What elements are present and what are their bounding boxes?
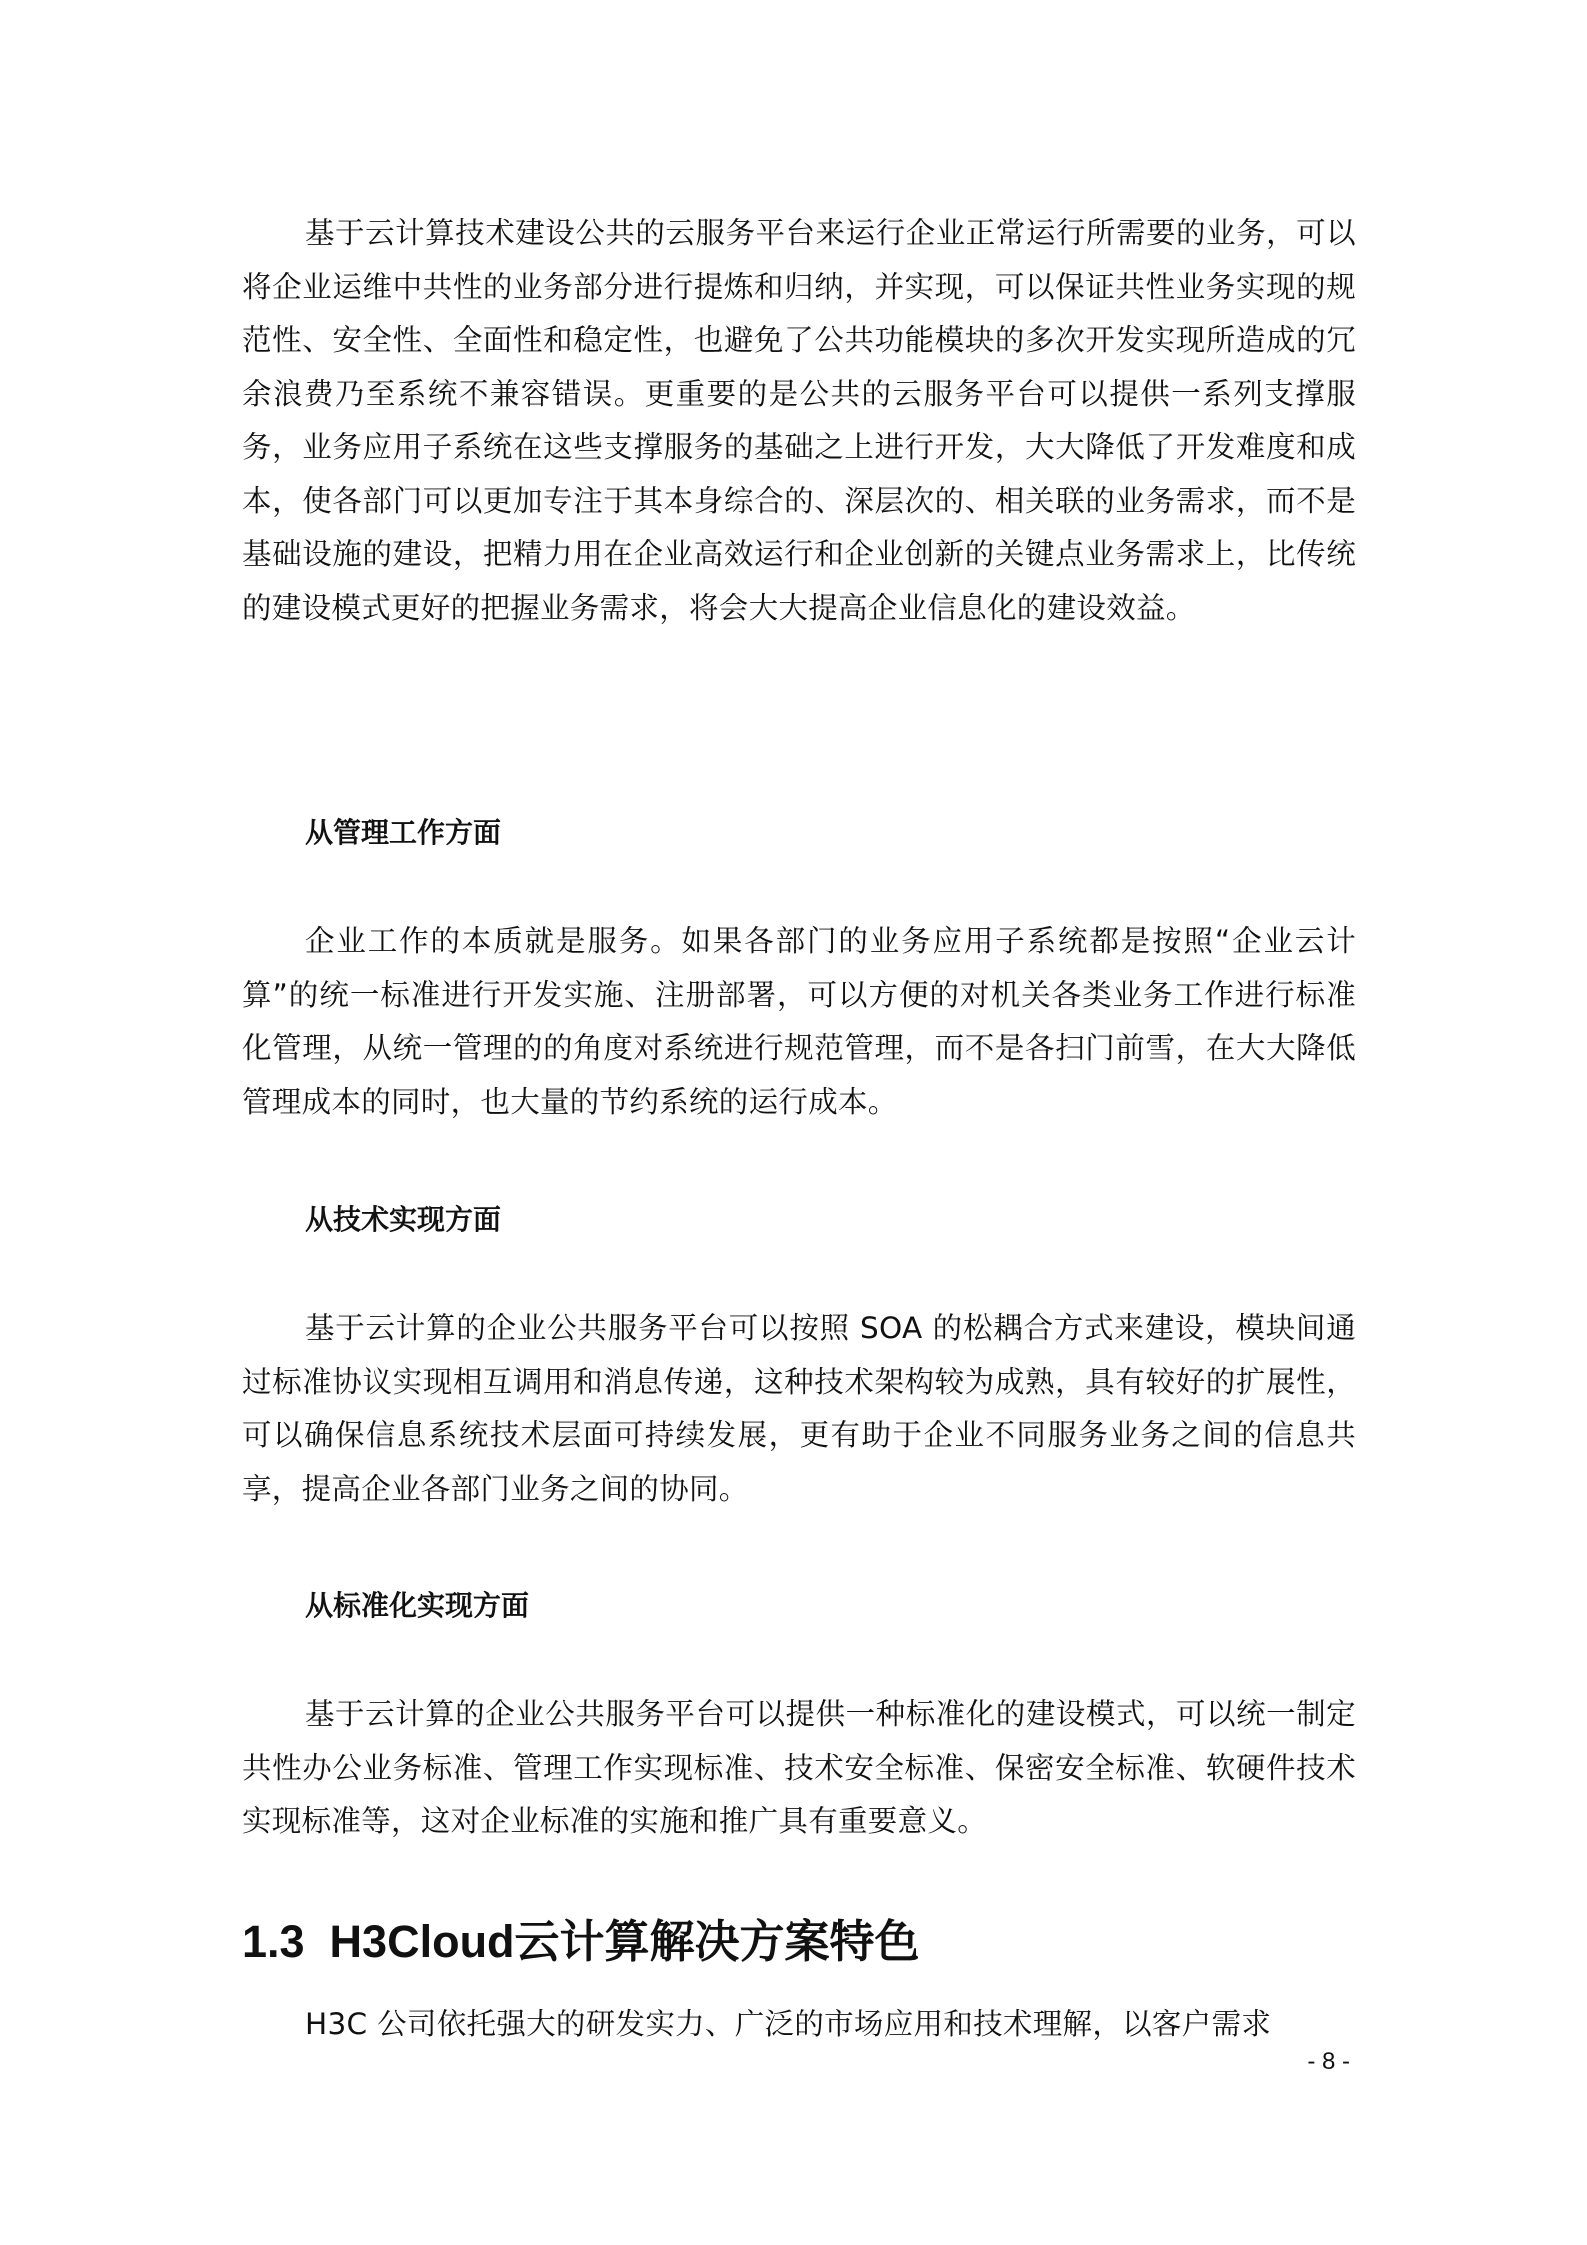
section-standardization-body [242, 1688, 1356, 1849]
section-management [242, 813, 1356, 853]
section-heading-management: 从管理工作方面 [305, 816, 502, 849]
section-standardization [242, 1586, 1356, 1626]
page-number: - 8 - [1307, 2048, 1350, 2075]
chapter-heading-block [242, 1912, 1356, 1972]
section-technology [242, 1200, 1356, 1240]
intro-block [242, 207, 1356, 635]
section-management-body [242, 915, 1356, 1129]
chapter-intro: H3C 公司依托强大的研发实力、广泛的市场应用和技术理解，以客户需求 [305, 2007, 1272, 2041]
section-heading-technology: 从技术实现方面 [305, 1203, 502, 1236]
section-body-management: 企业工作的本质就是服务。如果各部门的业务应用子系统都是按照“企业云计算”的统一标准进行开发实施、注册部署，可以方便的对机关各类业务工作进行标准化管理，从统一管理的的角度对系统进行规范管理，而不是各扫门前雪，在大大降低管理成本的同时，也大量的节约系统的运行成本。 [242, 924, 1356, 1119]
section-technology-body [242, 1302, 1356, 1516]
section-body-standardization: 基于云计算的企业公共服务平台可以提供一种标准化的建设模式，可以统一制定共性办公业务标准、管理工作实现标准、技术安全标准、保密安全标准、软硬件技术实现标准等，这对企业标准的实施和推广具有重要意义。 [242, 1697, 1356, 1838]
chapter-intro-block [242, 1998, 1356, 2052]
section-body-technology: 基于云计算的企业公共服务平台可以按照 SOA 的松耦合方式来建设，模块间通过标准协议实现相互调用和消息传递，这种技术架构较为成熟，具有较好的扩展性，可以确保信息系统技术层面可持续发展，更有助于企业不同服务业务之间的信息共享，提高企业各部门业务之间的协同。 [242, 1311, 1356, 1506]
intro-paragraph: 基于云计算技术建设公共的云服务平台来运行企业正常运行所需要的业务，可以将企业运维中共性的业务部分进行提炼和归纳，并实现，可以保证共性业务实现的规范性、安全性、全面性和稳定性，也避免了公共功能模块的多次开发实现所造成的冗余浪费乃至系统不兼容错误。更重要的是公共的云服务平台可以提供一系列支撑服务，业务应用子系统在这些支撑服务的基础之上进行开发，大大降低了开发难度和成本，使各部门可以更加专注于其本身综合的、深层次的、相关联的业务需求，而不是基础设施的建设，把精力用在企业高效运行和企业创新的关键点业务需求上，比传统的建设模式更好的把握业务需求，将会大大提高企业信息化的建设效益。 [242, 216, 1356, 625]
section-heading-standardization: 从标准化实现方面 [305, 1589, 530, 1622]
chapter-heading: 1.3 H3Cloud云计算解决方案特色 [242, 1916, 920, 1967]
